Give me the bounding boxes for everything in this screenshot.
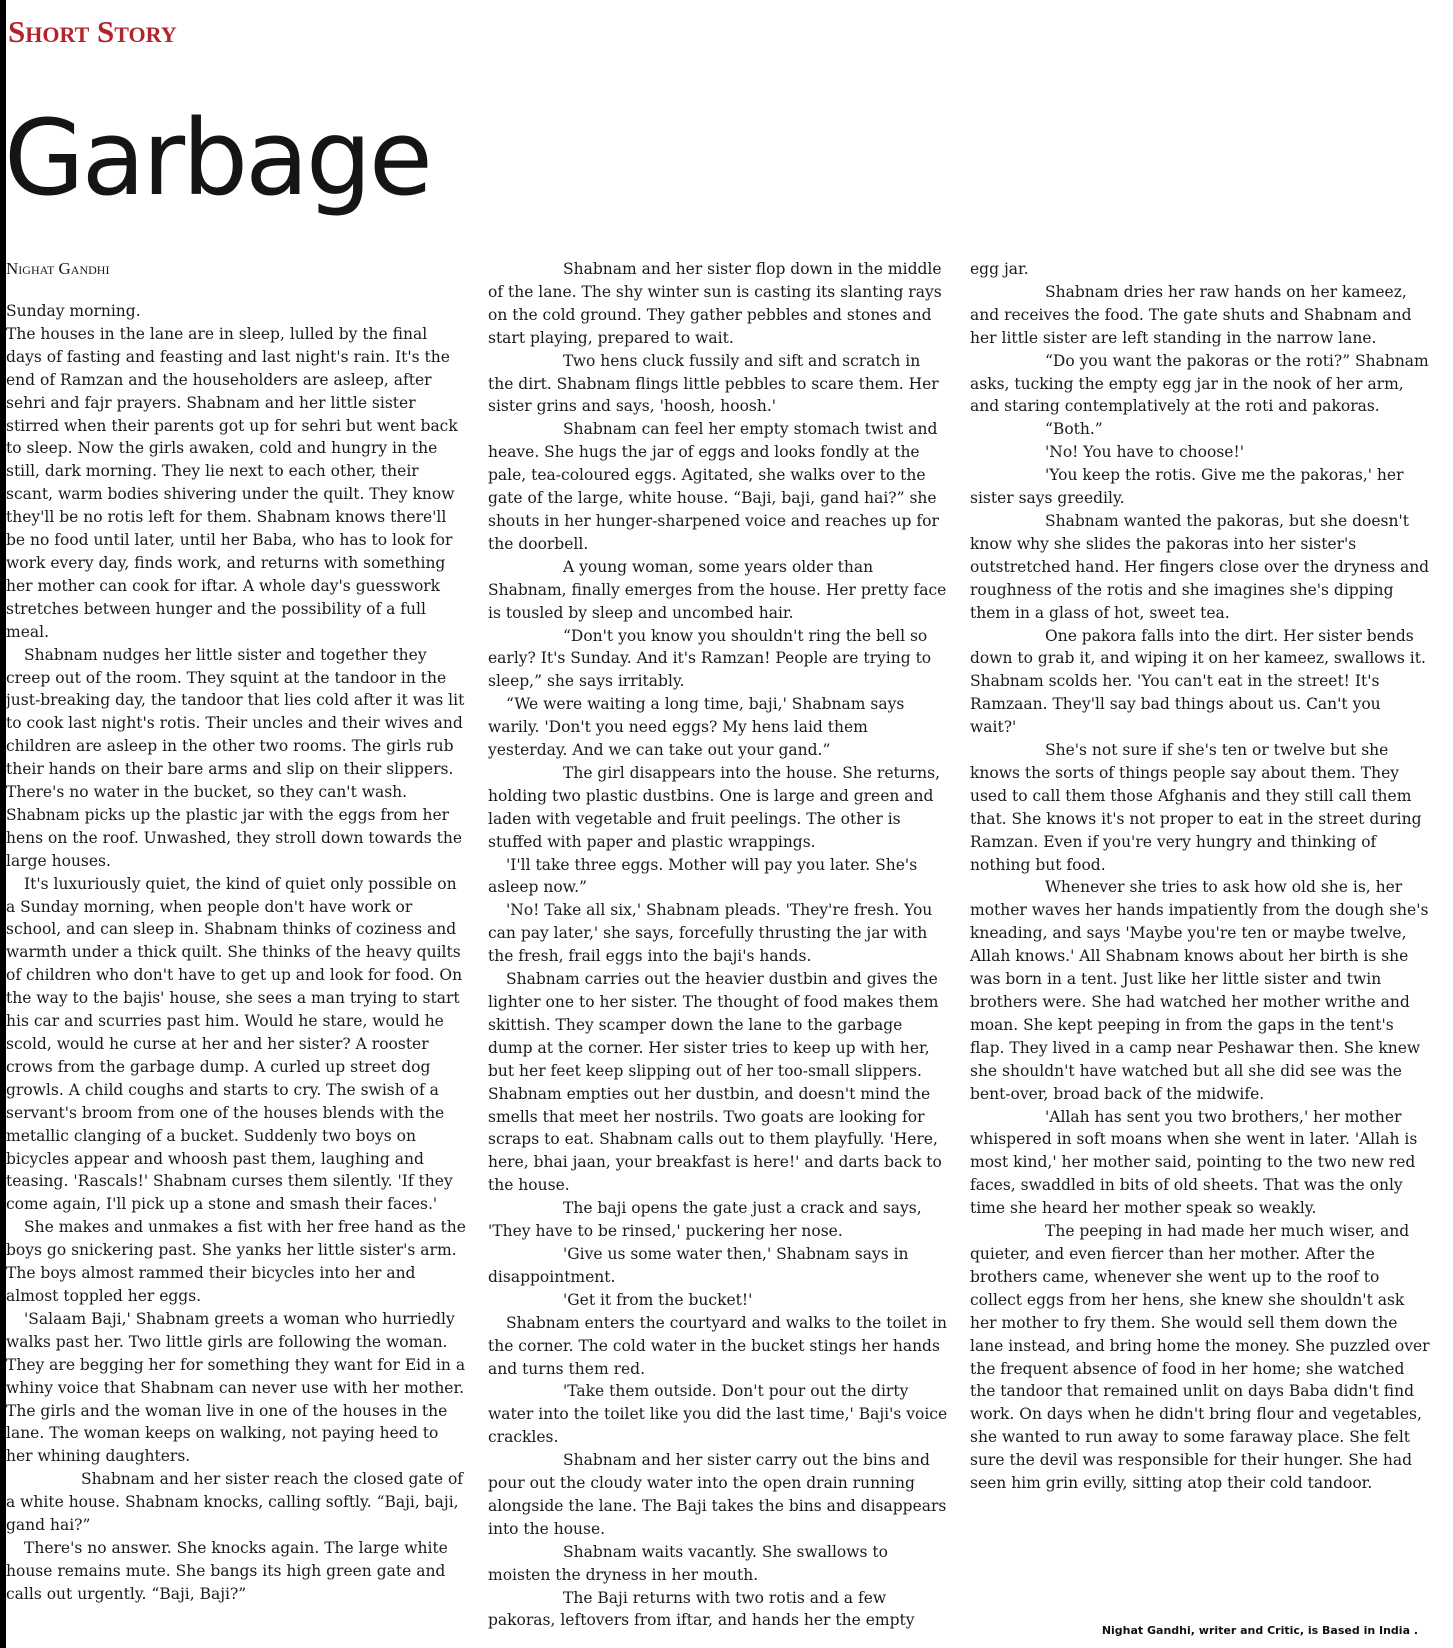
paragraph: egg jar. [970,260,1029,278]
paragraph: Shabnam wanted the pakoras, but she doesn't know why she slides the pakoras into her sister's outstretched hand. Her fingers close over the dryness and roughness of the rotis and she imagines she's dipping them in a glass of hot, sweet tea. [970,511,1430,622]
paragraph: Shabnam and her sister carry out the bins and pour out the cloudy water into the open drain running alongside the lane. The Baji takes the bins and disappears into the house. [488,1451,947,1538]
paragraph: Whenever she tries to ask how old she is, her mother waves her hands impatiently from the dough she's kneading, and says 'Maybe you're ten or maybe twelve, Allah knows.' All Shabnam knows about her birth is she was born in a tent. Just like her little sister and twin brothers were. She had watched her mother writhe and moan. She kept peeping in from the gaps in the tent's flap. They lived in a camp near Peshawar then. She knew she shouldn't have watched but all she did see was the bent-over, broad back of the midwife. [970,878,1429,1103]
paragraph: There's no answer. She knocks again. The large white house remains mute. She bangs its high green gate and calls out urgently. “Baji, Baji?” [6,1538,448,1603]
paragraph: 'No! Take all six,' Shabnam pleads. 'They're fresh. You can pay later,' she says, forcefully thrusting the jar with the fresh, frail eggs into the baji's hands. [488,901,933,966]
author-credit: Nighat Gandhi, writer and Critic, is Based in India . [1101,1624,1418,1637]
paragraph: 'I'll take three eggs. Mother will pay you later. She's asleep now.” [488,855,918,897]
paragraph: “Do you want the pakoras or the roti?” Shabnam asks, tucking the empty egg jar in the nook of her arm, and staring contemplatively at the roti and pakoras. [970,351,1429,416]
paragraph: The peeping in had made her much wiser, and quieter, and even fiercer than her mother. After the brothers came, whenever she went up to the roof to collect eggs from her hens, she knew she shouldn't ask her mother to fry them. She would sell them down the lane instead, and bring home the money. She puzzled over the frequent absence of food in her home; she watched the tandoor that remained unlit on days Baba didn't find work. On days when he didn't bring flour and vegetables, she wanted to run away to some faraway place. She felt sure the devil was responsible for their hunger. She had seen him grin evilly, sitting atop their cold tandoor. [970,1222,1430,1493]
paragraph: Shabnam enters the courtyard and walks to the toilet in the corner. The cold water in the bucket stings her hands and turns them red. [488,1313,948,1378]
paragraph: 'Salaam Baji,' Shabnam greets a woman who hurriedly walks past her. Two little girls are following the woman. They are begging her for something they want for Eid in a whiny voice that Shabnam can never use with her mother. The girls and the woman live in one of the houses in the lane. The woman keeps on walking, not paying heed to her whining daughters. [6,1309,466,1466]
paragraph: 'Get it from the bucket!' [563,1290,753,1309]
paragraph: The girl disappears into the house. She returns, holding two plastic dustbins. One is large and green and laden with vegetable and fruit peelings. The other is stuffed with paper and plastic wrappings. [488,763,941,851]
column-2 [488,258,948,1643]
paragraph: The Baji returns with two rotis and a few pakoras, leftovers from iftar, and hands her the empty [488,1588,915,1630]
paragraph: One pakora falls into the dirt. Her sister bends down to grab it, and wiping it on her kameez, swallows it. Shabnam scolds her. 'You can't eat in the street! It's Ramzaan. They'll say bad things about us. Can't you wait?' [970,626,1426,737]
paragraph: “Don't you know you shouldn't ring the bell so early? It's Sunday. And it's Ramzan! People are trying to sleep,” she says irritably. [488,626,932,691]
paragraph: Shabnam nudges her little sister and together they creep out of the room. They squint at the tandoor in the just-breaking day, the tandoor that lies cold after it was lit to cook last night's rotis. Their uncles and their wives and children are asleep in the other two rooms. The girls rub their hands on their bare arms and slip on their slippers. There's no water in the bucket, so they can't wash. Shabnam picks up the plastic jar with the eggs from her hens on the roof. Unwashed, they stroll down towards the large houses. [6,645,465,870]
story-title: Garbage [4,97,430,219]
paragraph: Sunday morning. [6,302,141,320]
paragraph: Shabnam carries out the heavier dustbin and gives the lighter one to her sister. The thought of food makes them skittish. They scamper down the lane to the garbage dump at the corner. Her sister tries to keep up with her, but her feet keep slipping out of her too-small slippers. Shabnam empties out her dustbin, and doesn't mind the smells that meet her nostrils. Two goats are looking for scraps to eat. Shabnam calls out to them playfully. 'Here, here, bhai jaan, your breakfast is here!' and darts back to the house. [488,970,942,1195]
author-byline: Nighat Gandhi [6,259,110,278]
paragraph: She's not sure if she's ten or twelve but she knows the sorts of things people say about them. They used to call them those Afghanis and they still call them that. She knows it's not proper to eat in the street during Ramzan. Even if you're very hungry and thinking of nothing but food. [970,741,1422,874]
paragraph: 'No! You have to choose!' [1045,443,1244,462]
paragraph: Shabnam can feel her empty stomach twist and heave. She hugs the jar of eggs and looks fondly at the pale, tea-coloured eggs. Agitated, she walks over to the gate of the large, white house. “Baji, baji, gand hai?” she shouts in her hunger-sharpened voice and reaches up for the doorbell. [488,420,939,553]
column-1 [6,258,466,1643]
paragraph: A young woman, some years older than Shabnam, finally emerges from the house. Her pretty face is tousled by sleep and uncombed hair. [488,557,947,622]
paragraph: 'Allah has sent you two brothers,' her mother whispered in soft moans when she went in later. 'Allah is most kind,' her mother said, pointing to the two new red faces, swaddled in bits of old sheets. That was the only time she heard her mother speak so weakly. [970,1107,1418,1218]
paragraph: “Both.” [1045,420,1103,439]
paragraph: 'You keep the rotis. Give me the pakoras,' her sister says greedily. [970,466,1404,508]
section-label: Short Story [8,14,177,49]
paragraph: The baji opens the gate just a crack and says, 'They have to be rinsed,' puckering her nose. [488,1199,922,1241]
paragraph: Two hens cluck fussily and sift and scratch in the dirt. Shabnam flings little pebbles to scare them. Her sister grins and says, 'hoosh, hoosh.' [488,351,939,416]
paragraph: Shabnam dries her raw hands on her kameez, and receives the food. The gate shuts and Shabnam and her little sister are left standing in the narrow lane. [970,282,1412,347]
paragraph: It's luxuriously quiet, the kind of quiet only possible on a Sunday morning, when people don't have work or school, and can sleep in. Shabnam thinks of coziness and warmth under a thick quilt. She thinks of the heavy quilts of children who don't have to get up and look for food. On the way to the bajis' house, she sees a man trying to start his car and scurries past him. Would he stare, would he scold, would he curse at her and her sister? A rooster crows from the garbage dump. A curled up street dog growls. A child coughs and starts to cry. The swish of a servant's broom from one of the houses blends with the metallic clanging of a bucket. Suddenly two boys on bicycles appear and whoosh past them, laughing and teasing. 'Rascals!' Shabnam curses them silently. 'If they come again, I'll pick up a stone and smash their faces.' [6,874,463,1214]
paragraph: The houses in the lane are in sleep, lulled by the final days of fasting and feasting and last night's rain. It's the end of Ramzan and the householders are asleep, after sehri and fajr prayers. Shabnam and her little sister stirred when their parents got up for sehri but went back to sleep. Now the girls awaken, cold and hungry in the still, dark morning. They lie next to each other, their scant, warm bodies shivering under the quilt. They know they'll be no rotis left for them. Shabnam knows there'll be no food until later, until her Baba, who has to look for work every day, finds work, and returns with something her mother can cook for iftar. A whole day's guesswork stretches between hunger and the possibility of a full meal. [6,324,458,641]
paragraph: Shabnam waits vacantly. She swallows to moisten the dryness in her mouth. [488,1542,888,1584]
paragraph: 'Give us some water then,' Shabnam says in disappointment. [488,1244,909,1286]
paragraph: “We were waiting a long time, baji,' Shabnam says warily. 'Don't you need eggs? My hens laid them yesterday. And we can take out your gand.” [488,695,905,760]
column-3 [970,258,1430,1643]
paragraph: 'Take them outside. Don't pour out the dirty water into the toilet like you did the last time,' Baji's voice crackles. [488,1382,948,1447]
paragraph: She makes and unmakes a fist with her free hand as the boys go snickering past. She yanks her little sister's arm. The boys almost rammed their bicycles into her and almost toppled her eggs. [6,1218,466,1305]
paragraph: Shabnam and her sister reach the closed gate of a white house. Shabnam knocks, calling softly. “Baji, baji, gand hai?” [6,1470,464,1535]
paragraph: Shabnam and her sister flop down in the middle of the lane. The shy winter sun is casting its slanting rays on the cold ground. They gather pebbles and stones and start playing, prepared to wait. [488,260,942,347]
